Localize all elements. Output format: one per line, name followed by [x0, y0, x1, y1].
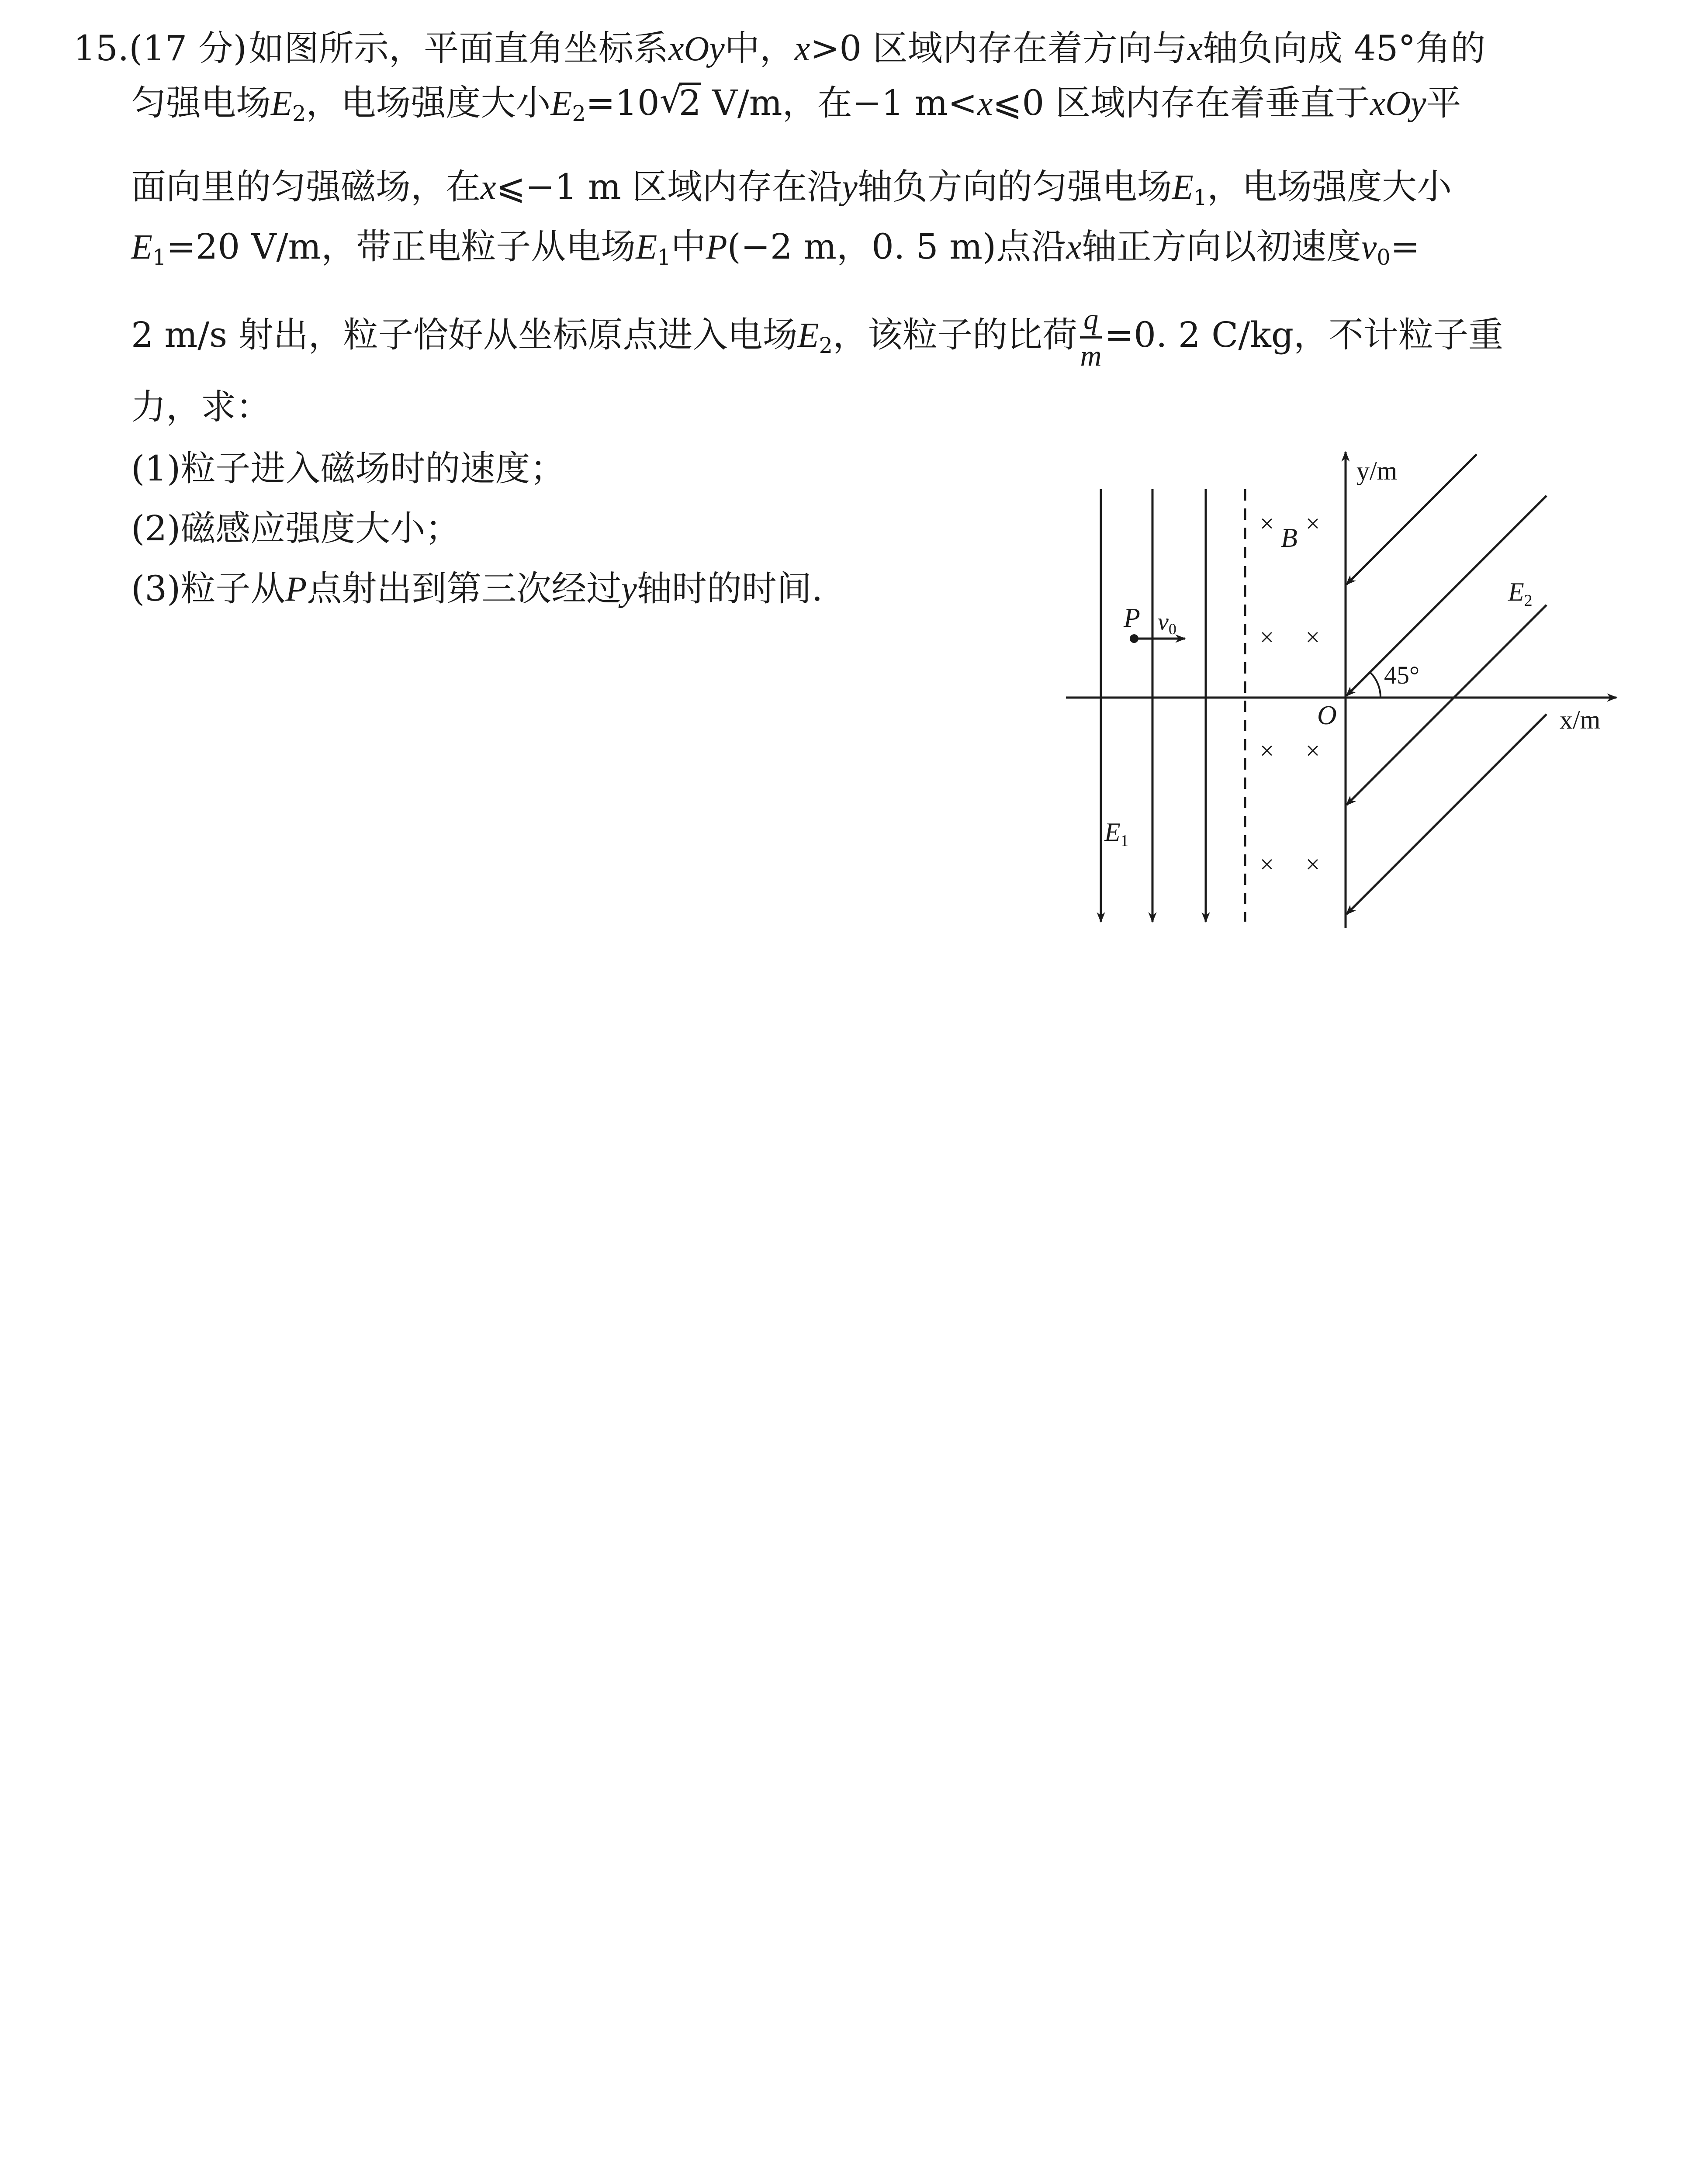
math-symbol: x [481, 168, 496, 207]
radical-sign-icon: √ [659, 79, 682, 121]
e2-field-line [1346, 714, 1547, 914]
sub-question-3 [131, 567, 823, 611]
text: (1)粒子进入磁场时的速度； [131, 448, 565, 489]
math-symbol: x [1066, 228, 1082, 266]
text: 轴负方向的匀强电场 [857, 166, 1172, 207]
e2-field-lines [1346, 454, 1547, 914]
subscript: 1 [657, 244, 671, 270]
cross-mark: × [1259, 736, 1274, 765]
math-symbol: x [977, 84, 993, 123]
subscript: 1 [1193, 184, 1208, 210]
sub-question-1 [131, 447, 565, 491]
text: V/m，在−1 m< [701, 83, 977, 123]
math-symbol: y [842, 168, 858, 207]
text: 中 [671, 226, 706, 267]
text: =10 [585, 83, 660, 123]
question-line-5 [131, 304, 1503, 372]
question-line-1 [249, 27, 1485, 71]
e2-subscript: 2 [1524, 591, 1533, 610]
e1-field-lines [1101, 489, 1206, 922]
e2-field-line [1346, 605, 1547, 805]
question-number-text: 15. [73, 28, 129, 69]
text: 轴正方向以初速度 [1081, 226, 1361, 267]
y-axis-label [1356, 456, 1397, 485]
math-symbol: P [706, 228, 727, 266]
e2-label [1508, 577, 1533, 610]
text: (−2 m，0. 5 m)点沿 [727, 226, 1066, 267]
math-symbol: v [1361, 228, 1377, 266]
subscript: 1 [152, 244, 166, 270]
math-symbol: E [131, 228, 152, 266]
cross-mark: × [1305, 736, 1320, 765]
text: =0. 2 C/kg，不计粒子重 [1104, 314, 1504, 355]
subscript: 2 [292, 100, 306, 126]
math-symbol: x [794, 30, 810, 68]
b-field-label: B [1281, 523, 1298, 553]
denominator: m [1080, 339, 1102, 373]
math-symbol: E [636, 228, 657, 266]
cross-mark: × [1259, 623, 1274, 651]
cross-mark: × [1259, 509, 1274, 538]
angle-arc [1370, 673, 1381, 698]
math-symbol: E [1172, 168, 1194, 207]
text: >0 区域内存在着方向与 [810, 28, 1187, 69]
y-axis-text: y/m [1356, 456, 1398, 485]
x-axis-text: x/m [1560, 705, 1601, 734]
question-line-6 [131, 385, 271, 429]
question-line-2 [131, 81, 1461, 135]
math-symbol: xOy [668, 30, 725, 68]
b-field-crosses [1260, 509, 1320, 878]
velocity-label [1158, 608, 1176, 638]
e1-label [1104, 818, 1129, 850]
math-symbol: E [550, 84, 572, 123]
numerator: q [1080, 304, 1102, 339]
e1-symbol: E [1104, 818, 1121, 847]
cross-mark: × [1305, 509, 1320, 538]
subscript: 2 [572, 100, 586, 126]
subscript: 2 [819, 332, 833, 358]
text: ，该粒子的比荷 [833, 314, 1078, 355]
cross-mark: × [1305, 850, 1320, 878]
text: ⩽−1 m 区域内存在沿 [496, 166, 842, 207]
velocity-subscript: 0 [1168, 620, 1176, 638]
square-root [660, 81, 701, 125]
math-symbol: x [1187, 30, 1203, 68]
math-symbol: xOy [1370, 84, 1426, 123]
subscript: 0 [1377, 244, 1391, 270]
angle-label: 45° [1384, 661, 1420, 689]
math-symbol: P [285, 570, 307, 608]
cross-mark: × [1259, 850, 1274, 878]
math-symbol: E [271, 84, 292, 123]
text: 平 [1426, 83, 1461, 123]
velocity-symbol: v [1158, 608, 1169, 636]
sub-question-2 [131, 507, 460, 550]
field-diagram [1053, 441, 1621, 935]
e2-symbol: E [1508, 577, 1524, 606]
x-axis-label [1560, 705, 1600, 734]
cross-mark: × [1305, 623, 1320, 651]
particle-p-label: P [1124, 603, 1140, 633]
text: 2 m/s 射出，粒子恰好从坐标原点进入电场 [131, 314, 798, 355]
text: ，电场强度大小 [306, 83, 551, 123]
text: 中， [724, 28, 795, 69]
text: 如图所示，平面直角坐标系 [249, 28, 668, 69]
fraction-q-over-m [1080, 304, 1102, 372]
text: 点射出到第三次经过 [307, 568, 622, 609]
question-line-3 [131, 165, 1452, 219]
math-symbol: E [797, 316, 819, 355]
question-points: (17 分) [129, 28, 247, 69]
text: 轴负向成 45°角的 [1203, 28, 1486, 69]
text: 力，求： [131, 387, 271, 427]
e1-subscript: 1 [1120, 832, 1129, 850]
text: 面向里的匀强磁场，在 [131, 166, 481, 207]
text: 轴时的时间. [637, 568, 823, 609]
question-number [73, 27, 247, 70]
text: (2)磁感应强度大小； [131, 508, 460, 549]
text: ⩽0 区域内存在着垂直于 [993, 83, 1370, 123]
radicand: 2 [678, 83, 701, 123]
text: = [1390, 226, 1420, 267]
origin-label: O [1317, 701, 1337, 730]
text: 匀强电场 [131, 83, 271, 123]
question-line-4 [131, 225, 1420, 279]
text: (3)粒子从 [131, 568, 286, 609]
math-symbol: y [621, 570, 637, 608]
text: =20 V/m，带正电粒子从电场 [166, 226, 636, 267]
text: ，电场强度大小 [1207, 166, 1452, 207]
